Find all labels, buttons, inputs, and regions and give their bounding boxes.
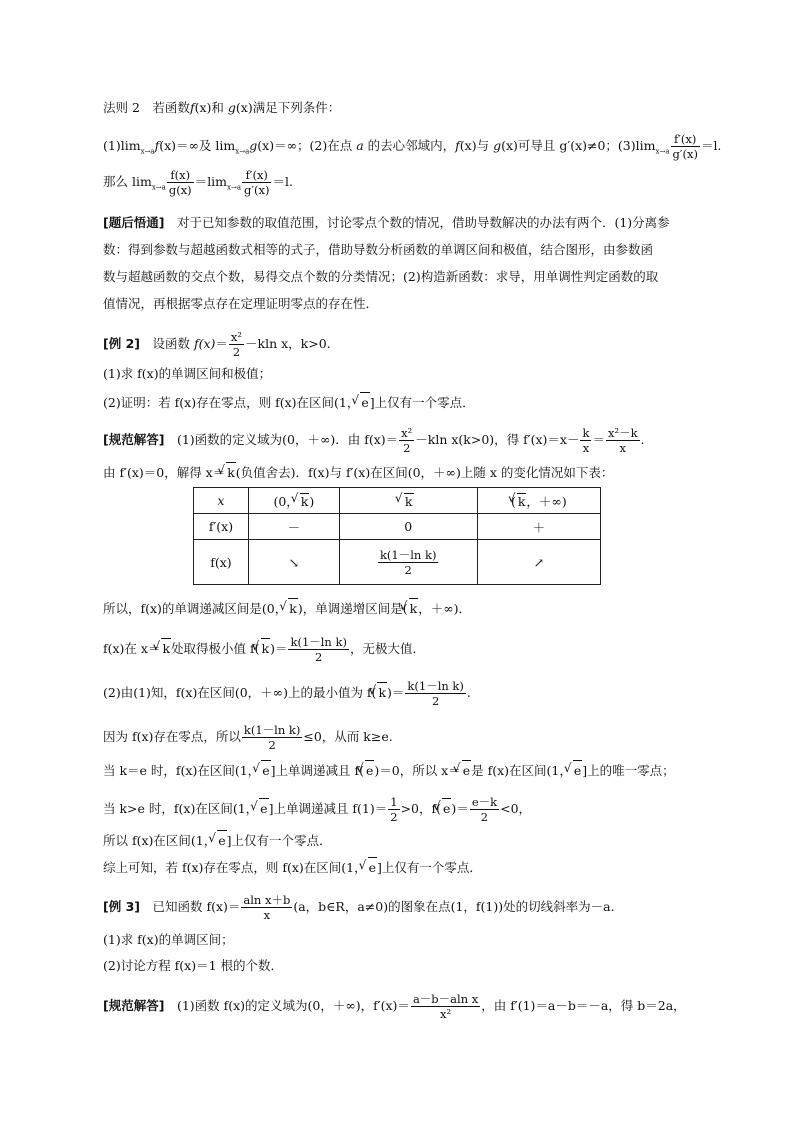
sqrt-k: √ k — [517, 493, 527, 509]
frac-num: x² — [401, 426, 413, 440]
ex2-q2-a: (2)证明：若 f(x)存在零点，则 f(x)在区间(1， — [103, 395, 360, 410]
frac-num: 1 — [390, 795, 398, 809]
frac-den: 2 — [315, 650, 323, 664]
ex3-rest: (a，b∈R，a≠0)的图象在点(1，f(1))处的切线斜率为－a. — [293, 899, 615, 914]
lim-sub: x→a — [227, 183, 242, 192]
sol2-l2a: 由 f′(x)＝0，解得 x＝ — [103, 465, 226, 480]
reflection-line-3 — [103, 267, 658, 287]
sqrt-e: √ e — [217, 830, 226, 851]
cell-fprime: f′(x) — [208, 519, 234, 534]
sqrt-k: √ k — [161, 638, 171, 659]
eq-sign: ＝ — [592, 432, 605, 447]
reflection-text-3: 数与超越函数的交点个数，易得交点个数的分类情况；(2)构造新函数：求导，用单调性判定函数的取 — [103, 269, 659, 284]
rule2-heading-line — [103, 98, 340, 118]
min-value-fraction — [242, 723, 302, 752]
frac-x2-over-2 — [399, 426, 414, 455]
table-cell — [248, 488, 339, 514]
sol2-l4d: ，无极大值． — [349, 641, 425, 656]
sqrt-e: √ e — [462, 760, 471, 781]
limit-2 — [215, 138, 250, 156]
sol2-l4b: 处取得极小值 f( — [171, 641, 260, 656]
frac-k-over-x — [580, 426, 591, 455]
sol2-line-2 — [103, 462, 613, 483]
table-cell — [339, 488, 477, 514]
sol2-l3a: 所以，f(x)的单调递减区间是(0， — [103, 601, 288, 616]
frac-num: f(x) — [167, 168, 194, 183]
limit-1 — [120, 138, 155, 156]
sqrt-e: √ e — [261, 760, 270, 781]
frac-den: 2 — [268, 738, 276, 752]
sol2-l5b: )＝ — [387, 685, 405, 700]
sol2-l3c: ，＋∞)． — [418, 601, 471, 616]
arg-x: (x) — [194, 100, 212, 115]
period: . — [466, 685, 471, 700]
frac-den: g′(x) — [244, 183, 270, 197]
ex3-statement — [103, 893, 615, 922]
ex3-intro: 已知函数 f(x)＝ — [139, 899, 241, 914]
variation-table — [193, 487, 601, 585]
cell-x: x — [217, 493, 225, 508]
frac-x2mk-over-x — [606, 426, 640, 455]
var-f: f — [189, 100, 195, 115]
table-cell — [339, 514, 477, 540]
frac-num: f′(x) — [242, 168, 271, 183]
neighborhood-text: 的去心邻域内， — [363, 138, 456, 153]
ex2-q1-text: (1)求 f(x)的单调区间和极值； — [103, 366, 272, 381]
and-diff: (x)与 — [459, 138, 494, 153]
rule2-conclusion-line — [103, 168, 293, 198]
table-cell — [194, 488, 249, 514]
reflection-line-2 — [103, 240, 653, 260]
sqrt-k: √ k — [404, 493, 414, 509]
frac-den: 2 — [232, 345, 241, 359]
fraction-fprime-gprime — [671, 132, 700, 161]
lim-sub: x→a — [655, 147, 670, 156]
reflection-tag: [题后悟通] — [103, 215, 165, 230]
sol2-line-10 — [103, 857, 482, 878]
var-a: a — [356, 138, 364, 153]
sqrt-e: √ e — [259, 798, 268, 819]
table-cell — [248, 514, 339, 540]
sol2-line-9 — [103, 830, 332, 851]
sqrt-k: √ k — [288, 598, 298, 619]
frac-den: g(x) — [168, 183, 192, 197]
sol2-l8b: ]上单调递减且 f(1)＝ — [268, 801, 388, 816]
ex3-q1-text: (1)求 f(x)的单调区间； — [103, 932, 234, 947]
frac-den: 2 — [480, 810, 489, 824]
sol2-l8d: )＝ — [451, 801, 469, 816]
cell-zero: 0 — [404, 519, 413, 534]
ex2-q2-b: ]上仅有一个零点． — [369, 395, 475, 410]
sol2-line-5 — [103, 679, 471, 708]
frac-num: k(1－ln k) — [243, 723, 301, 737]
sol2-l8a: 当 k>e 时，f(x)在区间(1， — [103, 801, 259, 816]
table-row — [194, 540, 601, 585]
frac-den: x — [619, 441, 626, 455]
min-value-fraction — [405, 679, 465, 708]
sol3-tag: [规范解答] — [103, 998, 165, 1013]
frac-num: k — [582, 426, 590, 440]
sol2-line-7 — [103, 760, 675, 781]
g-prime-ne0: g′(x)≠0；(3) — [559, 138, 636, 153]
cell-sign: － — [287, 519, 301, 535]
reflection-text-1: 对于已知参数的取值范围，讨论零点个数的情况，借助导数解决的办法有两个．(1)分离参 — [164, 215, 670, 230]
reflection-text-4: 值情况，再根据零点存在定理证明零点的存在性． — [103, 296, 379, 311]
sol2-l10a: 综上可知，若 f(x)存在零点，则 f(x)在区间(1， — [103, 860, 367, 875]
fraction-fprime-gprime-2 — [242, 168, 271, 197]
sol2-l1a: (1)函数的定义域为(0，＋∞)．由 f(x)＝ — [164, 432, 399, 447]
cell-fx: f(x) — [210, 554, 232, 570]
reflection-text-2: 数：得到参数与超越函数式相等的式子，借助导数分析函数的单调区间和极值，结合图形，由参数函 — [103, 242, 654, 257]
sol2-l2b: (负值舍去)．f(x)与 f′(x)在区间(0，＋∞)上随 x 的变化情况如下表： — [235, 465, 614, 480]
min-value-fraction — [378, 548, 438, 577]
sol2-l9a: 所以 f(x)在区间(1， — [103, 833, 217, 848]
frac-den: 2 — [403, 441, 411, 455]
sol2-l8c: >0，f( — [400, 801, 442, 816]
table-cell — [477, 514, 600, 540]
sqrt-k: √ k — [261, 638, 271, 659]
sqrt-k: √ k — [226, 462, 236, 483]
fraction-f-g — [167, 168, 194, 197]
reflection-line-4 — [103, 294, 378, 314]
sol2-l1b: －kln x(k>0)，得 f′(x)＝x－ — [415, 432, 580, 447]
frac-num: a－b－aln x — [412, 992, 479, 1006]
frac-num: f′(x) — [671, 132, 700, 147]
frac-num: e－k — [471, 795, 498, 809]
reflection-line-1 — [103, 213, 670, 233]
diff-nonzero: (x)可导且 — [501, 138, 560, 153]
eq-sign: ＝ — [215, 336, 228, 351]
cell-text: ，＋∞) — [526, 493, 567, 509]
ex2-intro: 设函数 — [139, 336, 194, 351]
frac-num: aln x＋b — [243, 893, 291, 907]
table-cell — [339, 540, 477, 585]
sol2-line-1 — [103, 426, 645, 455]
frac-den: x — [582, 441, 590, 455]
frac-num: k(1－ln k) — [407, 679, 464, 693]
limit-5 — [207, 174, 242, 192]
sol2-line-4 — [103, 635, 425, 664]
sol2-line-3 — [103, 598, 471, 619]
table-cell — [194, 514, 249, 540]
frac-num: k(1－ln k) — [379, 547, 437, 562]
min-value-fraction — [288, 635, 348, 664]
sol2-l4c: )＝ — [270, 641, 288, 656]
sol2-line-6 — [103, 723, 393, 752]
sqrt-k: √ k — [409, 598, 419, 619]
e-minus-k-fraction — [470, 795, 499, 824]
limit-3 — [635, 138, 670, 156]
ex2-fraction — [229, 330, 244, 359]
sol3-b: ，由 f′(1)＝a－b＝－a，得 b＝2a， — [481, 998, 686, 1013]
sol2-l3b: )，单调递增区间是( — [297, 601, 408, 616]
cond1-label: (1) — [103, 138, 121, 153]
sol2-l6a: 因为 f(x)存在零点，所以 — [103, 729, 241, 744]
table-cell — [248, 540, 339, 585]
var-g: g — [493, 138, 502, 153]
ex2-statement — [103, 330, 331, 359]
sqrt-e: √ e — [573, 760, 582, 781]
sol2-l5a: (2)由(1)知，f(x)在区间(0，＋∞)上的最小值为 f( — [103, 685, 377, 700]
var-f: f — [154, 138, 160, 153]
lim-sub: x→a — [235, 147, 250, 156]
var-g: g — [249, 138, 258, 153]
eq-l: ＝l. — [700, 138, 722, 153]
increasing-arrow-icon: ↗ — [533, 554, 545, 570]
sol2-l7d: 是 f(x)在区间(1， — [471, 763, 572, 778]
eq-inf-2: (x)＝∞；(2)在点 — [257, 138, 357, 153]
frac-den: 2 — [431, 694, 440, 708]
sol3-line-1 — [103, 992, 686, 1021]
eq-inf-1: (x)＝∞及 — [159, 138, 216, 153]
sol2-tag: [规范解答] — [103, 432, 165, 447]
ex2-q1 — [103, 364, 271, 384]
limit-4 — [131, 174, 166, 192]
frac-den: 2 — [390, 810, 398, 824]
eq-l-final: ＝l. — [272, 174, 293, 189]
table-cell — [194, 540, 249, 585]
cell-text: ) — [309, 493, 315, 509]
ex2-q2 — [103, 392, 475, 413]
lim-sub: x→a — [140, 147, 155, 156]
sol2-l10b: ]上仅有一个零点． — [377, 860, 482, 875]
sol3-fraction — [411, 992, 480, 1021]
then-text: 那么 — [103, 174, 132, 189]
table-row — [194, 514, 601, 540]
half-fraction — [388, 795, 399, 824]
sol2-l6b: ≤0，从而 k≥e. — [303, 729, 393, 744]
sol3-a: (1)函数 f(x)的定义域为(0，＋∞)，f′(x)＝ — [164, 998, 410, 1013]
ex3-q1 — [103, 930, 234, 950]
sqrt-e: √ e — [368, 857, 377, 878]
frac-den: x² — [440, 1007, 452, 1021]
ex3-fraction — [241, 893, 292, 922]
lim-text: lim — [635, 138, 656, 153]
frac-den: x — [263, 908, 271, 922]
var-g: g — [227, 100, 236, 115]
ex2-fx: f(x) — [193, 336, 216, 351]
period: . — [640, 432, 645, 447]
sol2-l7a: 当 k＝e 时，f(x)在区间(1， — [103, 763, 261, 778]
lim-text: lim — [120, 138, 141, 153]
ex3-q2-text: (2)讨论方程 f(x)＝1 根的个数． — [103, 958, 284, 973]
ex2-tag: [例 2] — [103, 336, 140, 351]
sqrt-k: √ k — [300, 493, 310, 509]
frac-den: g′(x) — [672, 147, 698, 161]
cell-text: (0， — [273, 493, 299, 509]
frac-num: x² — [230, 330, 243, 344]
frac-num: k(1－ln k) — [290, 635, 347, 649]
sqrt-e: √ e — [360, 392, 369, 413]
cell-text: ( — [510, 493, 516, 509]
and-g: 和 — [211, 100, 228, 115]
lim-text: lim — [215, 138, 236, 153]
sol2-l7c: )＝0，所以 x＝ — [374, 763, 461, 778]
lim-text: lim — [131, 174, 152, 189]
sqrt-e: √ e — [365, 760, 374, 781]
sol2-l8e: <0， — [500, 801, 532, 816]
rule2-heading: 法则 2 若函数 — [103, 100, 190, 115]
rule2-conditions-line — [103, 132, 721, 162]
sol2-l4a: f(x)在 x＝ — [103, 641, 161, 656]
var-f: f — [455, 138, 460, 153]
lim-text: lim — [207, 174, 228, 189]
sqrt-e: √ e — [442, 798, 451, 819]
ex3-q2 — [103, 956, 283, 976]
table-cell — [477, 488, 600, 514]
sol2-l7b: ]上单调递减且 f( — [270, 763, 364, 778]
sol2-line-8 — [103, 795, 531, 824]
decreasing-arrow-icon: ↘ — [288, 554, 300, 570]
ex2-rest: －kln x，k>0. — [245, 336, 331, 351]
lim-sub: x→a — [151, 183, 166, 192]
frac-den: 2 — [404, 562, 412, 577]
sqrt-k: √ k — [377, 682, 387, 703]
table-row — [194, 488, 601, 514]
rule2-condition: (x)满足下列条件： — [235, 100, 341, 115]
table-cell — [477, 540, 600, 585]
sol2-l9b: ]上仅有一个零点． — [226, 833, 332, 848]
sol2-l7e: ]上的唯一零点； — [582, 763, 675, 778]
eq-sign: ＝ — [194, 174, 208, 189]
ex3-tag: [例 3] — [103, 899, 140, 914]
frac-num: x²－k — [607, 426, 638, 440]
cell-sign: ＋ — [532, 519, 546, 535]
